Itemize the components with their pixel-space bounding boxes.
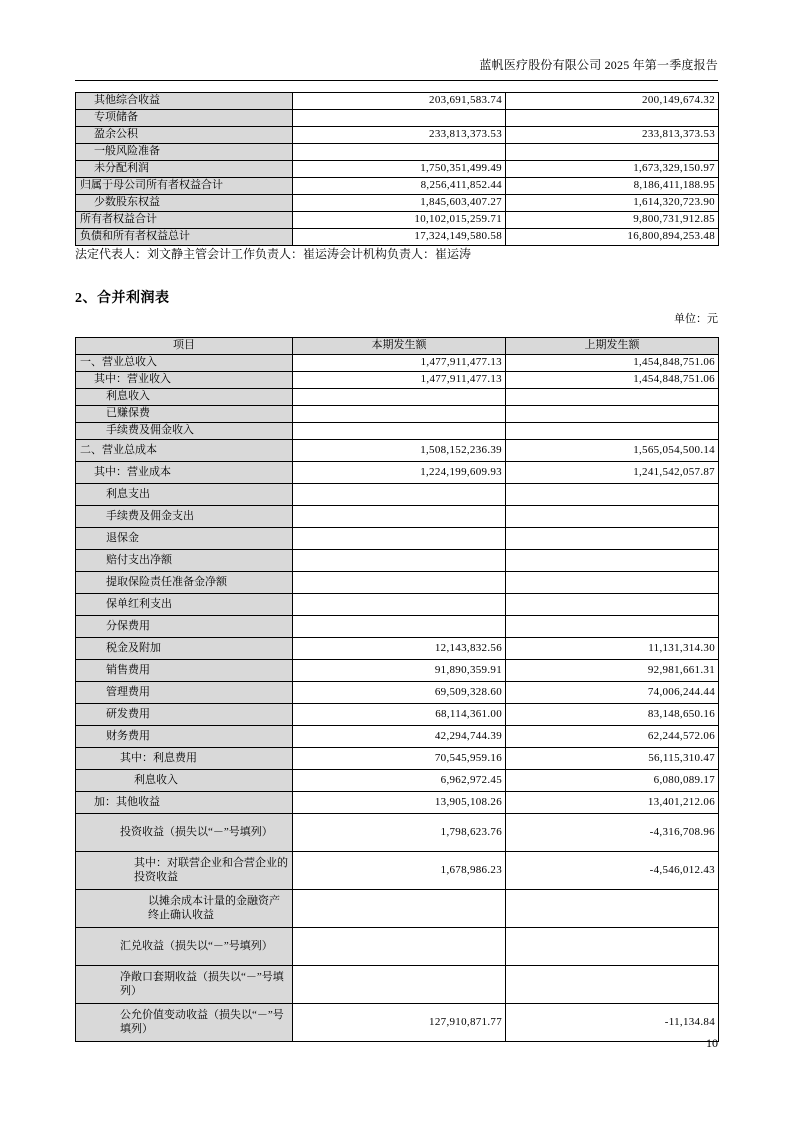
section-heading: 2、合并利润表 <box>75 291 170 306</box>
row-value-current <box>293 484 506 506</box>
row-value-current: 8,256,411,852.44 <box>293 178 506 195</box>
row-label: 归属于母公司所有者权益合计 <box>76 178 293 195</box>
row-value-previous: 16,800,894,253.48 <box>506 229 719 246</box>
row-value-previous: 83,148,650.16 <box>506 704 719 726</box>
row-value-previous <box>506 594 719 616</box>
row-value-previous: -4,546,012.43 <box>506 852 719 890</box>
table-row <box>76 748 719 770</box>
table-row <box>76 127 719 144</box>
row-value-previous: 233,813,373.53 <box>506 127 719 144</box>
table-row <box>76 528 719 550</box>
table-row <box>76 638 719 660</box>
table-row <box>76 229 719 246</box>
row-value-previous <box>506 506 719 528</box>
table-row <box>76 484 719 506</box>
row-value-current <box>293 144 506 161</box>
income-statement-table <box>75 337 719 1042</box>
row-value-current: 1,750,351,499.49 <box>293 161 506 178</box>
row-label: 已赚保费 <box>76 406 293 423</box>
table-row <box>76 890 719 928</box>
row-value-previous <box>506 110 719 127</box>
row-label: 赔付支出净额 <box>76 550 293 572</box>
row-value-current <box>293 406 506 423</box>
row-value-previous: 1,614,320,723.90 <box>506 195 719 212</box>
row-label: 专项储备 <box>76 110 293 127</box>
row-value-current: 10,102,015,259.71 <box>293 212 506 229</box>
row-value-previous: 1,454,848,751.06 <box>506 355 719 372</box>
row-label: 负债和所有者权益总计 <box>76 229 293 246</box>
row-label: 利息支出 <box>76 484 293 506</box>
row-label: 利息收入 <box>76 389 293 406</box>
row-label: 未分配利润 <box>76 161 293 178</box>
row-value-current: 233,813,373.53 <box>293 127 506 144</box>
row-label: 净敞口套期收益（损失以“－”号填列） <box>76 966 293 1004</box>
row-value-previous <box>506 423 719 440</box>
row-value-current <box>293 594 506 616</box>
row-value-current: 1,477,911,477.13 <box>293 372 506 389</box>
table-row <box>76 572 719 594</box>
table-row <box>76 462 719 484</box>
column-header-1: 本期发生额 <box>293 338 506 355</box>
table-row <box>76 423 719 440</box>
row-value-current <box>293 928 506 966</box>
row-label: 利息收入 <box>76 770 293 792</box>
row-value-current: 203,691,583.74 <box>293 93 506 110</box>
row-label: 投资收益（损失以“－”号填列） <box>76 814 293 852</box>
row-value-previous: -4,316,708.96 <box>506 814 719 852</box>
row-value-current: 1,678,986.23 <box>293 852 506 890</box>
row-value-previous <box>506 890 719 928</box>
row-label: 财务费用 <box>76 726 293 748</box>
row-label: 分保费用 <box>76 616 293 638</box>
row-value-current <box>293 616 506 638</box>
row-label: 以摊余成本计量的金融资产终止确认收益 <box>76 890 293 928</box>
row-value-current: 1,477,911,477.13 <box>293 355 506 372</box>
row-value-current <box>293 572 506 594</box>
table-row <box>76 506 719 528</box>
table-row <box>76 616 719 638</box>
row-value-previous: 8,186,411,188.95 <box>506 178 719 195</box>
row-value-previous <box>506 550 719 572</box>
row-value-previous: 13,401,212.06 <box>506 792 719 814</box>
row-value-previous: 1,673,329,150.97 <box>506 161 719 178</box>
row-value-current: 68,114,361.00 <box>293 704 506 726</box>
row-value-current <box>293 389 506 406</box>
row-value-current: 91,890,359.91 <box>293 660 506 682</box>
row-label: 销售费用 <box>76 660 293 682</box>
row-label: 保单红利支出 <box>76 594 293 616</box>
row-label: 加：其他收益 <box>76 792 293 814</box>
row-value-previous: -11,134.84 <box>506 1004 719 1042</box>
row-value-previous: 1,565,054,500.14 <box>506 440 719 462</box>
row-value-previous: 200,149,674.32 <box>506 93 719 110</box>
row-label: 其中：营业成本 <box>76 462 293 484</box>
row-value-current: 1,508,152,236.39 <box>293 440 506 462</box>
table-row <box>76 195 719 212</box>
row-label: 二、营业总成本 <box>76 440 293 462</box>
row-value-current <box>293 506 506 528</box>
table-row <box>76 792 719 814</box>
row-value-current: 127,910,871.77 <box>293 1004 506 1042</box>
row-value-current: 12,143,832.56 <box>293 638 506 660</box>
column-header-2: 上期发生额 <box>506 338 719 355</box>
row-value-current <box>293 528 506 550</box>
row-value-current: 42,294,744.39 <box>293 726 506 748</box>
row-label: 手续费及佣金收入 <box>76 423 293 440</box>
table-row <box>76 144 719 161</box>
row-label: 所有者权益合计 <box>76 212 293 229</box>
row-label: 一、营业总收入 <box>76 355 293 372</box>
table-row <box>76 355 719 372</box>
row-value-current: 13,905,108.26 <box>293 792 506 814</box>
row-value-previous: 74,006,244.44 <box>506 682 719 704</box>
column-header-0: 项目 <box>76 338 293 355</box>
table-row <box>76 406 719 423</box>
row-value-current: 17,324,149,580.58 <box>293 229 506 246</box>
table-row <box>76 389 719 406</box>
table-row <box>76 93 719 110</box>
row-label: 手续费及佣金支出 <box>76 506 293 528</box>
signature-line: 法定代表人：刘文静主管会计工作负责人：崔运涛会计机构负责人：崔运涛 <box>75 247 472 261</box>
row-value-current: 70,545,959.16 <box>293 748 506 770</box>
row-value-current: 1,845,603,407.27 <box>293 195 506 212</box>
row-value-previous <box>506 144 719 161</box>
row-value-previous: 9,800,731,912.85 <box>506 212 719 229</box>
row-value-current <box>293 423 506 440</box>
row-value-current <box>293 890 506 928</box>
row-value-previous <box>506 484 719 506</box>
table-row <box>76 852 719 890</box>
table-row <box>76 966 719 1004</box>
row-value-previous: 56,115,310.47 <box>506 748 719 770</box>
row-value-previous <box>506 389 719 406</box>
row-value-previous: 62,244,572.06 <box>506 726 719 748</box>
row-value-current: 6,962,972.45 <box>293 770 506 792</box>
table-row <box>76 161 719 178</box>
table-row <box>76 770 719 792</box>
row-label: 税金及附加 <box>76 638 293 660</box>
row-label: 盈余公积 <box>76 127 293 144</box>
table-row <box>76 110 719 127</box>
row-value-previous: 11,131,314.30 <box>506 638 719 660</box>
table-row <box>76 550 719 572</box>
table-row <box>76 660 719 682</box>
row-label: 管理费用 <box>76 682 293 704</box>
row-label: 提取保险责任准备金净额 <box>76 572 293 594</box>
row-value-current: 69,509,328.60 <box>293 682 506 704</box>
table-row <box>76 178 719 195</box>
row-label: 其他综合收益 <box>76 93 293 110</box>
row-value-current <box>293 110 506 127</box>
balance-sheet-tail-table <box>75 92 719 246</box>
table-row <box>76 682 719 704</box>
row-value-current <box>293 966 506 1004</box>
table-row <box>76 726 719 748</box>
unit-note: 单位：元 <box>674 313 718 325</box>
row-value-previous <box>506 966 719 1004</box>
row-label: 研发费用 <box>76 704 293 726</box>
table-row <box>76 814 719 852</box>
row-value-previous: 1,454,848,751.06 <box>506 372 719 389</box>
row-value-current: 1,224,199,609.93 <box>293 462 506 484</box>
row-value-current <box>293 550 506 572</box>
row-value-current: 1,798,623.76 <box>293 814 506 852</box>
row-label: 公允价值变动收益（损失以“－”号填列） <box>76 1004 293 1042</box>
row-label: 退保金 <box>76 528 293 550</box>
row-value-previous <box>506 406 719 423</box>
row-value-previous: 92,981,661.31 <box>506 660 719 682</box>
row-label: 其中：营业收入 <box>76 372 293 389</box>
page-header-title: 蓝帆医疗股份有限公司 2025 年第一季度报告 <box>479 58 718 72</box>
row-value-previous <box>506 616 719 638</box>
table-row <box>76 594 719 616</box>
row-label: 少数股东权益 <box>76 195 293 212</box>
row-label: 其中：对联营企业和合营企业的投资收益 <box>76 852 293 890</box>
row-value-previous: 6,080,089.17 <box>506 770 719 792</box>
row-value-previous <box>506 572 719 594</box>
row-label: 一般风险准备 <box>76 144 293 161</box>
row-value-previous <box>506 528 719 550</box>
table-row <box>76 372 719 389</box>
table-row <box>76 440 719 462</box>
row-value-previous: 1,241,542,057.87 <box>506 462 719 484</box>
page-number: 10 <box>706 1036 718 1050</box>
row-label: 其中：利息费用 <box>76 748 293 770</box>
row-value-previous <box>506 928 719 966</box>
table-header-row <box>76 338 719 355</box>
header-divider <box>75 80 718 81</box>
row-label: 汇兑收益（损失以“－”号填列） <box>76 928 293 966</box>
table-row <box>76 928 719 966</box>
table-row <box>76 704 719 726</box>
table-row <box>76 212 719 229</box>
